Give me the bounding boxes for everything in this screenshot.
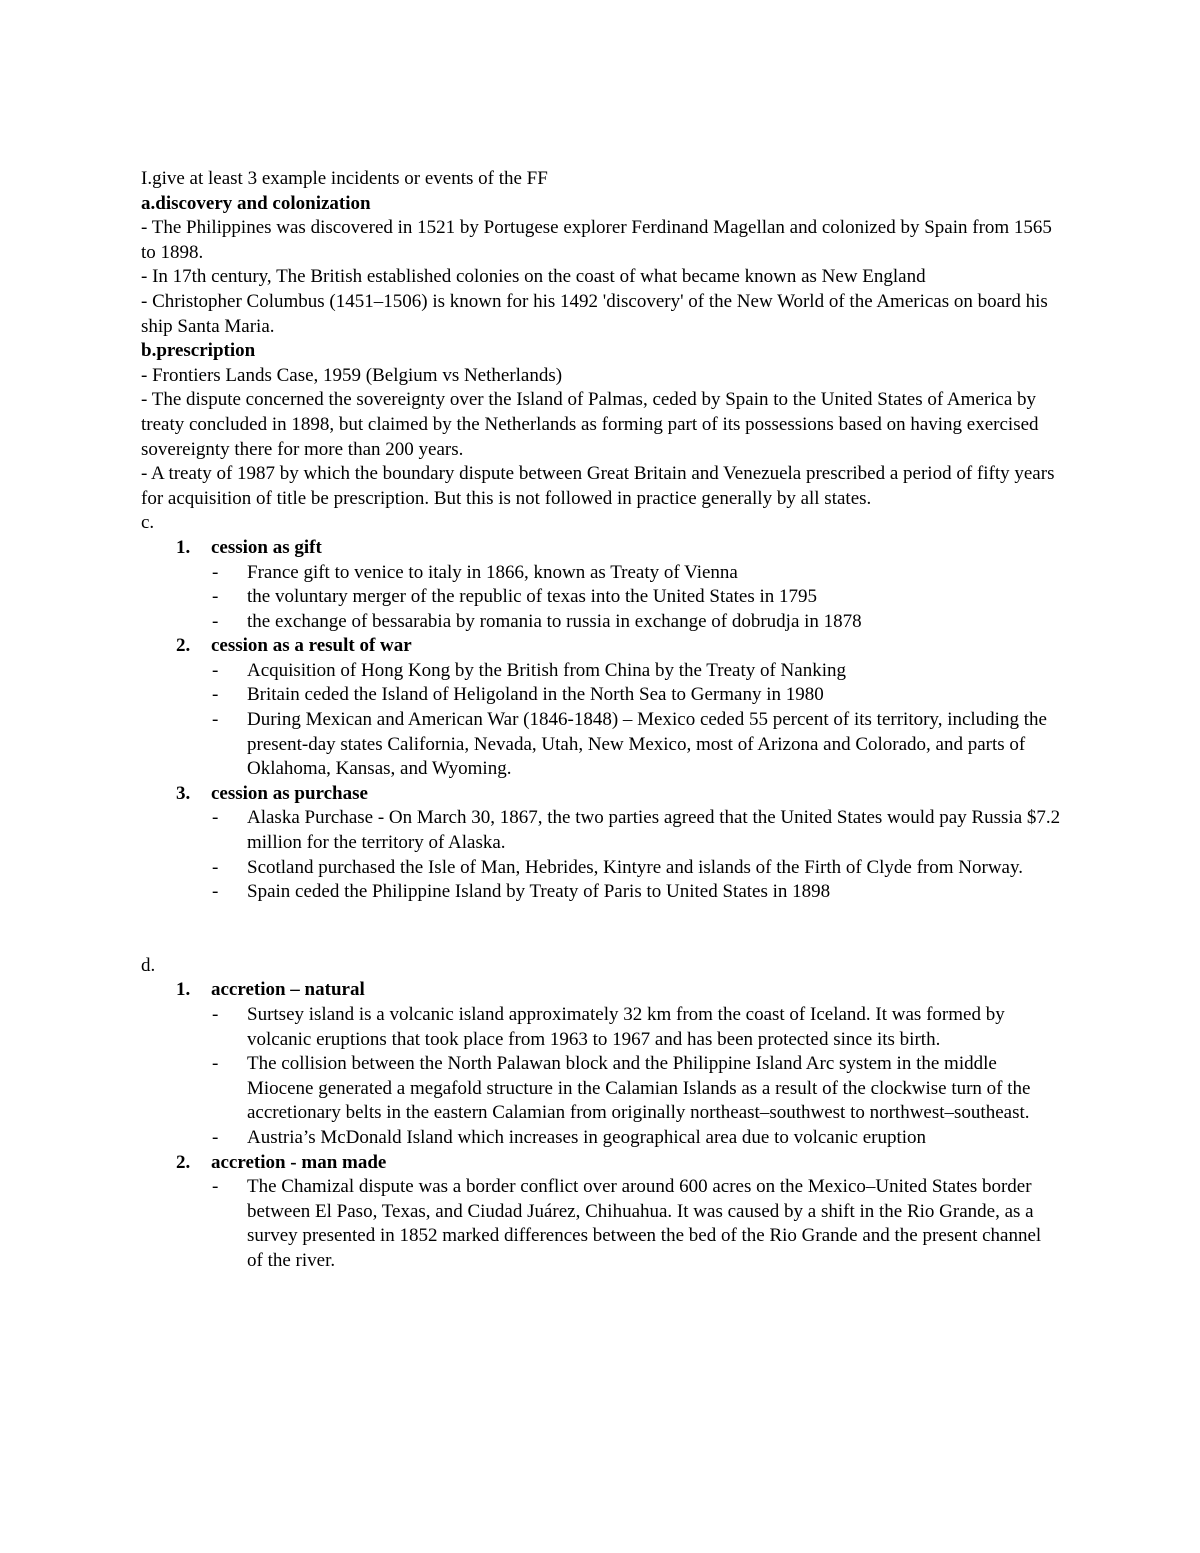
list-item [141,782,1061,905]
list-item [141,634,1061,782]
spacer [141,905,1061,954]
list-item [141,978,1061,1150]
bullet-text: Alaska Purchase - On March 30, 1867, the two parties agreed that the United States would pay Russia $7.2 million for the territory of Alaska. [247,807,1061,854]
bullet-text: Austria’s McDonald Island which increases in geographical area due to volcanic eruption [247,1126,927,1148]
section-a-line: - In 17th century, The British established colonies on the coast of what became known as New England [141,266,926,288]
bullet-text: Scotland purchased the Isle of Man, Hebrides, Kintyre and islands of the Firth of Clyde from Norway. [247,856,1024,878]
section-b-line: - A treaty of 1987 by which the boundary dispute between Great Britain and Venezuela prescribed a period of fifty years for acquisition of title be prescription. But this is not followed in practice generally by all states. [141,463,1055,509]
list-item [141,536,1061,634]
bullet-text: the exchange of bessarabia by romania to russia in exchange of dobrudja in 1878 [247,610,862,632]
bullet-item: - Surtsey island is a volcanic island approximately 32 km from the coast of Iceland. It was formed by volcanic eruptions that took place from 1963 to 1967 and has been protected since its birth. [212,1004,1005,1050]
bullet-item: - France gift to venice to italy in 1866, known as Treaty of Vienna [212,561,738,583]
bullet-item: - the voluntary merger of the republic of texas into the United States in 1795 [212,586,818,608]
bullet-text: the voluntary merger of the republic of texas into the United States in 1795 [247,586,818,608]
section-a-title: a.discovery and colonization [141,192,371,214]
item-number: 3. [176,782,191,804]
bullet-list [211,1003,1061,1151]
item-number: 1. [176,536,191,558]
item-number: 2. [176,1151,191,1173]
item-title: accretion - man made [211,1151,387,1173]
bullet-item: - During Mexican and American War (1846-1848) – Mexico ceded 55 percent of its territory, including the present-day states California, Nevada, Utah, New Mexico, most of Arizona and Colorado, and parts of Oklahoma, Kansas, and Wyoming. [212,709,1047,780]
bullet-text: Surtsey island is a volcanic island approximately 32 km from the coast of Iceland. It was formed by volcanic eruptions that took place from 1963 to 1967 and has been protected since its birth. [247,1004,1005,1050]
bullet-item: - the exchange of bessarabia by romania to russia in exchange of dobrudja in 1878 [212,610,862,632]
bullet-text: Acquisition of Hong Kong by the British from China by the Treaty of Nanking [247,659,846,681]
item-title: cession as purchase [211,782,368,804]
bullet-item: - Spain ceded the Philippine Island by Treaty of Paris to United States in 1898 [212,881,831,903]
bullet-text: The collision between the North Palawan block and the Philippine Island Arc system in the middle Miocene generated a megafold structure in the Calamian Islands as a result of the clockwise turn of the accretionary belts in the eastern Calamian from originally northeast–southwest to northwest–southeast. [247,1053,1031,1124]
item-number: 2. [176,635,191,657]
section-b-title: b.prescription [141,340,256,362]
bullet-item: - Alaska Purchase - On March 30, 1867, the two parties agreed that the United States would pay Russia $7.2 million for the territory of Alaska. [212,807,1061,854]
bullet-item: - Acquisition of Hong Kong by the British from China by the Treaty of Nanking [212,659,846,681]
section-c-list [141,536,1061,905]
bullet-list [211,561,1061,635]
bullet-item: - Britain ceded the Island of Heligoland in the North Sea to Germany in 1980 [212,684,824,706]
bullet-list [211,1175,1061,1273]
section-a-line: - Christopher Columbus (1451–1506) is known for his 1492 'discovery' of the New World of the Americas on board his ship Santa Maria. [141,290,1048,337]
list-item [141,1151,1061,1274]
bullet-list [211,659,1061,782]
bullet-text: During Mexican and American War (1846-1848) – Mexico ceded 55 percent of its territory, including the present-day states California, Nevada, Utah, New Mexico, most of Arizona and Colorado, and parts of Oklahoma, Kansas, and Wyoming. [247,709,1047,780]
section-c-label: c. [141,512,155,534]
bullet-text: France gift to venice to italy in 1866, known as Treaty of Vienna [247,561,738,583]
item-title: cession as a result of war [211,635,412,657]
item-title: accretion – natural [211,979,365,1001]
section-d-label: d. [141,954,156,976]
bullet-item: - Scotland purchased the Isle of Man, Hebrides, Kintyre and islands of the Firth of Clyde from Norway. [212,856,1024,878]
bullet-list [211,806,1061,904]
question-heading: I.give at least 3 example incidents or events of the FF [141,168,548,189]
section-a-line: - The Philippines was discovered in 1521 by Portugese explorer Ferdinand Magellan and colonized by Spain from 1565 to 1898. [141,217,1052,263]
document-page [141,167,1061,1274]
section-b-line: - Frontiers Lands Case, 1959 (Belgium vs Netherlands) [141,364,563,386]
item-title: cession as gift [211,536,322,558]
section-d-list [141,978,1061,1273]
section-b-line: - The dispute concerned the sovereignty over the Island of Palmas, ceded by Spain to the United States of America by treaty concluded in 1898, but claimed by the Netherlands as forming part of its possessions based on having exercised sovereignty there for more than 200 years. [141,389,1039,460]
bullet-text: The Chamizal dispute was a border conflict over around 600 acres on the Mexico–United States border between El Paso, Texas, and Ciudad Juárez, Chihuahua. It was caused by a shift in the Rio Grande, as a survey presented in 1852 marked differences between the bed of the Rio Grande and the present channel of the river. [247,1176,1042,1271]
item-number: 1. [176,979,191,1001]
bullet-item: - Austria’s McDonald Island which increases in geographical area due to volcanic eruption [212,1126,927,1148]
bullet-text: Britain ceded the Island of Heligoland in the North Sea to Germany in 1980 [247,684,824,706]
bullet-text: Spain ceded the Philippine Island by Treaty of Paris to United States in 1898 [247,881,831,903]
bullet-item: - The collision between the North Palawan block and the Philippine Island Arc system in the middle Miocene generated a megafold structure in the Calamian Islands as a result of the clockwise turn of the accretionary belts in the eastern Calamian from originally northeast–southwest to northwest–southeast. [212,1053,1031,1124]
bullet-item: - The Chamizal dispute was a border conflict over around 600 acres on the Mexico–United States border between El Paso, Texas, and Ciudad Juárez, Chihuahua. It was caused by a shift in the Rio Grande, as a survey presented in 1852 marked differences between the bed of the Rio Grande and the present channel of the river. [212,1176,1042,1271]
